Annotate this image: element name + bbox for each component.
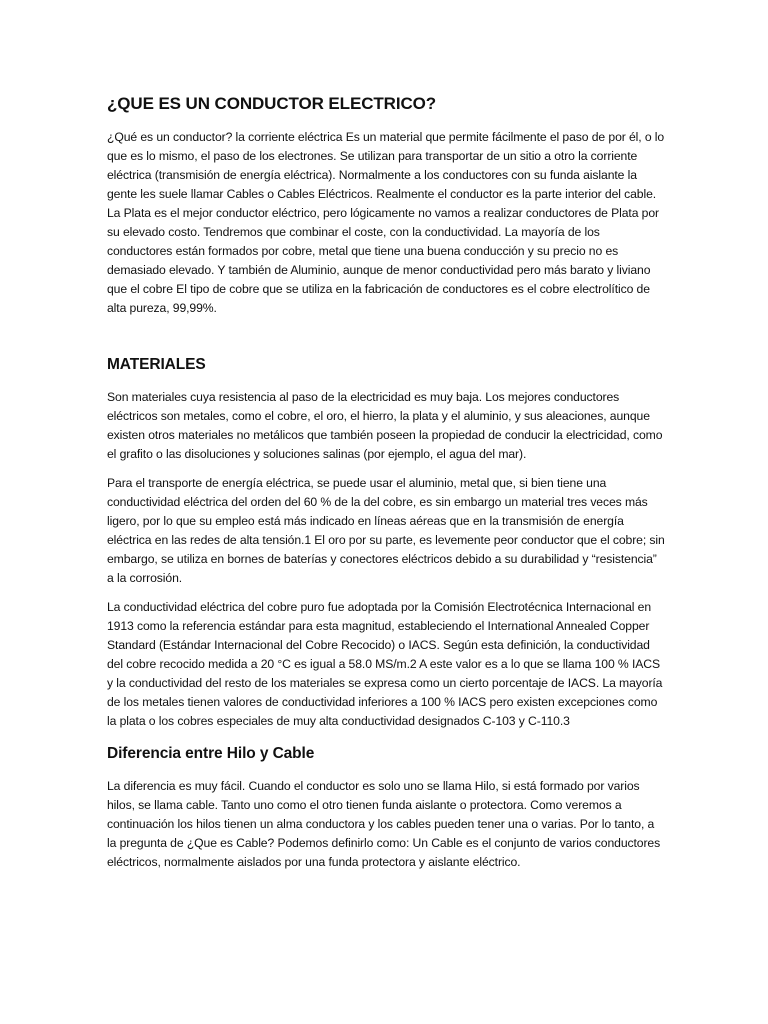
diferencia-paragraph-1: La diferencia es muy fácil. Cuando el conductor es solo uno se llama Hilo, si está formado por varios hilos, se llama cable. Tanto uno como el otro tienen funda aislante o protectora. Como veremos a continuación los hilos tienen un alma conductora y los cables pueden tener una o varias. Por lo tanto, a la pregunta de ¿Que es Cable? Podemos definirlo como: Un Cable es el conjunto de varios conductores eléctricos, normalmente aislados por una funda protectora y aislante eléctrico. (107, 779, 661, 869)
materiales-paragraph-2: Para el transporte de energía eléctrica, se puede usar el aluminio, metal que, si bien tiene una conductividad eléctrica del orden del 60 % de la del cobre, es sin embargo un material tres veces más ligero, por lo que su empleo está más indicado en líneas aéreas que en la transmisión de energía eléctrica en las redes de alta tensión.1 El oro por su parte, es levemente peor conductor que el cobre; sin embargo, se utiliza en bornes de baterías y conectores eléctricos debido a su durabilidad y “resistencia” a la corrosión. (107, 476, 665, 585)
materiales-paragraph-3: La conductividad eléctrica del cobre puro fue adoptada por la Comisión Electrotécnica Internacional en 1913 como la referencia estándar para esta magnitud, estableciendo el International Annealed Copper Standard (Estándar Internacional del Cobre Recocido) o IACS. Según esta definición, la conductividad del cobre recocido medida a 20 °C es igual a 58.0 MS/m.2 A este valor es a lo que se llama 100 % IACS y la conductividad del resto de los materiales se expresa como un cierto porcentaje de IACS. La mayoría de los metales tienen valores de conductividad inferiores a 100 % IACS pero existen excepciones como la plata o los cobres especiales de muy alta conductividad designados C-103 y C-110.3 (107, 600, 663, 728)
materiales-paragraph-1: Son materiales cuya resistencia al paso de la electricidad es muy baja. Los mejores conductores eléctricos son metales, como el cobre, el oro, el hierro, la plata y el aluminio, y sus aleaciones, aunque existen otros materiales no metálicos que también poseen la propiedad de conducir la electricidad, como el grafito o las disoluciones y soluciones salinas (por ejemplo, el agua del mar). (107, 390, 663, 461)
section-spacer (107, 328, 665, 354)
section-heading-materiales: MATERIALES (107, 356, 206, 373)
section-heading-diferencia: Diferencia entre Hilo y Cable (107, 745, 315, 762)
document-title: ¿QUE ES UN CONDUCTOR ELECTRICO? (107, 94, 437, 113)
intro-paragraph: ¿Qué es un conductor? la corriente eléctrica Es un material que permite fácilmente el paso de por él, o lo que es lo mismo, el paso de los electrones. Se utilizan para transportar de un sitio a otro la corriente eléctrica (transmisión de energía eléctrica). Normalmente a los conductores con su funda aislante la gente les suele llamar Cables o Cables Eléctricos. Realmente el conductor es la parte interior del cable. La Plata es el mejor conductor eléctrico, pero lógicamente no vamos a realizar conductores de Plata por su elevado costo. Tendremos que combinar el coste, con la conductividad. La mayoría de los conductores están formados por cobre, metal que tiene una buena conducción y su precio no es demasiado elevado. Y también de Aluminio, aunque de menor conductividad pero más barato y liviano que el cobre El tipo de cobre que se utiliza en la fabricación de conductores es el cobre electrolítico de alta pureza, 99,99%. (107, 130, 665, 315)
document-content (107, 92, 665, 882)
